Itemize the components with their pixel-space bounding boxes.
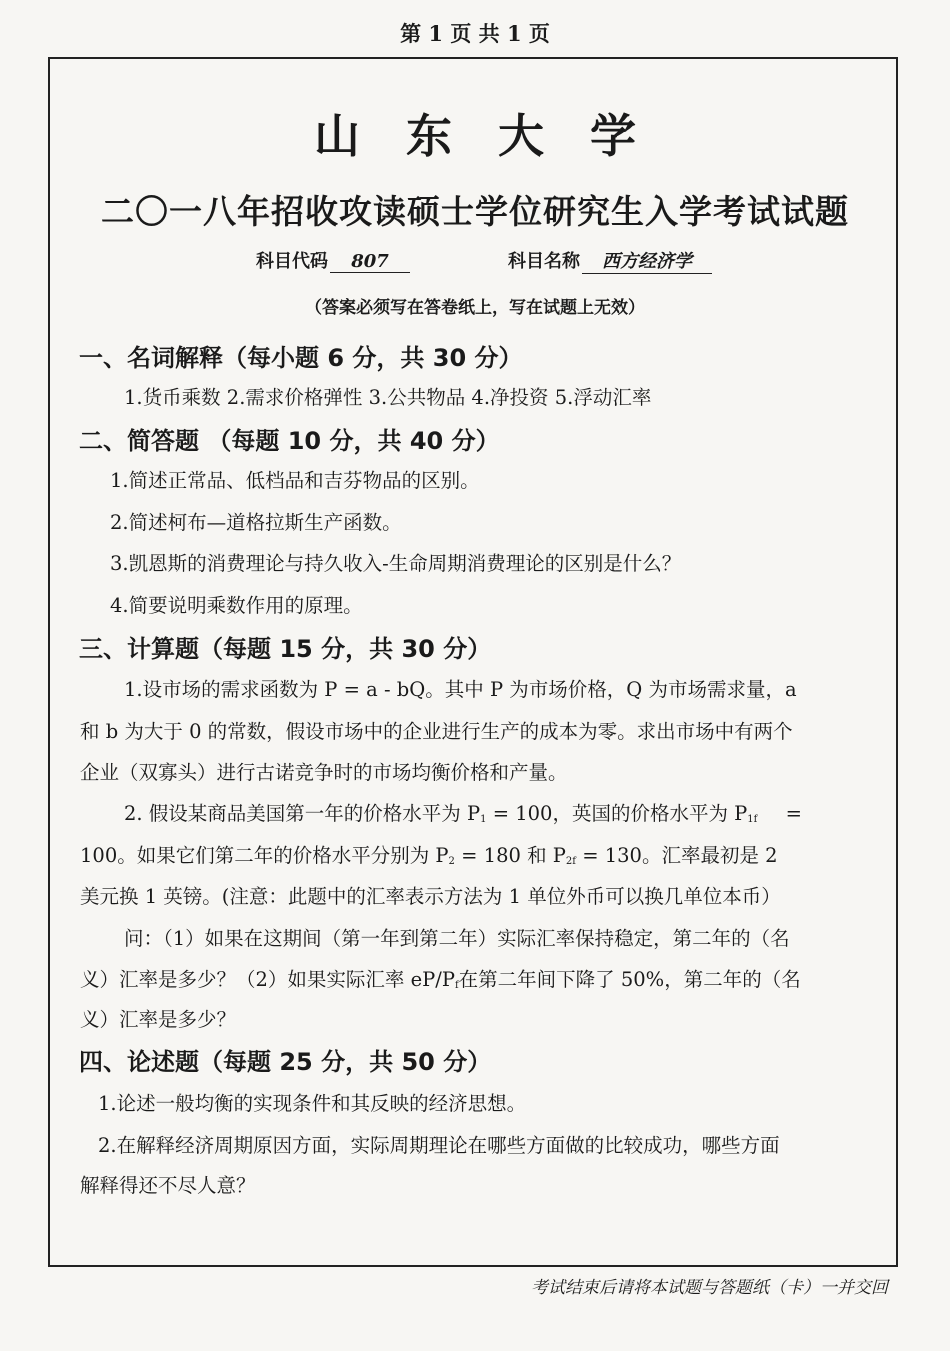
footer-note: 考试结束后请将本试题与答题纸（卡）一并交回 (531, 1278, 888, 1298)
question-line: 100。如果它们第二年的价格水平分别为 $P_2 = 180$ 和 $P_{2f} = 130$。汇率最初是 2 (80, 844, 778, 867)
section-heading: 四、论述题（每题 25 分，共 50 分） (79, 1048, 492, 1076)
subject-code-label: 科目代码 (256, 251, 328, 272)
subject-code-field (256, 247, 410, 273)
question-line: 2.简述柯布—道格拉斯生产函数。 (110, 511, 402, 534)
subscript: f (454, 980, 459, 991)
question-line: 解释得还不尽人意？ (80, 1174, 256, 1197)
question-line: 美元换 1 英镑。(注意：此题中的汇率表示方法为 1 单位外币可以换几单位本币） (80, 885, 781, 908)
section-heading: 一、名词解释（每小题 6 分，共 30 分） (79, 344, 523, 372)
answer-notice: （答案必须写在答卷纸上，写在试题上无效） (305, 298, 645, 318)
question-line: 义）汇率是多少？ (80, 1008, 237, 1031)
subscript: 1f (747, 814, 758, 825)
exam-title: 二〇一八年招收攻读硕士学位研究生入学考试试题 (101, 192, 849, 231)
subscript: 2 (448, 856, 455, 867)
subject-code-value: 807 (330, 251, 410, 273)
section-heading: 三、计算题（每题 15 分，共 30 分） (79, 635, 492, 663)
subject-name-value: 西方经济学 (582, 247, 712, 274)
question-line: 1.简述正常品、低档品和吉芬物品的区别。 (110, 469, 480, 492)
question-line: 4.简要说明乘数作用的原理。 (110, 594, 363, 617)
question-line: 1.货币乘数 2.需求价格弹性 3.公共物品 4.净投资 5.浮动汇率 (124, 386, 652, 409)
subject-name-field (508, 247, 712, 274)
question-line: 2.在解释经济周期原因方面，实际周期理论在哪些方面做的比较成功，哪些方面 (98, 1134, 780, 1157)
question-line: 2. 假设某商品美国第一年的价格水平为 $P_1 = 100$，英国的价格水平为 $P_{1f}$ = (124, 802, 802, 825)
question-line: 义）汇率是多少？（2）如果实际汇率 $eP/P_f$在第二年间下降了 50%，第二年的（名 (80, 968, 801, 991)
section-heading: 二、简答题 （每题 10 分，共 40 分） (79, 427, 500, 455)
subscript: 1 (480, 814, 487, 825)
university-title: 山东大学 (314, 109, 682, 163)
question-line: 1.设市场的需求函数为 P = a - bQ。其中 P 为市场价格，Q 为市场需求量，a (124, 678, 797, 701)
subject-name-label: 科目名称 (508, 251, 580, 272)
subscript: 2f (565, 856, 576, 867)
question-line: 问：（1）如果在这期间（第一年到第二年）实际汇率保持稳定，第二年的（名 (124, 927, 790, 950)
question-line: 和 b 为大于 0 的常数，假设市场中的企业进行生产的成本为零。求出市场中有两个 (80, 720, 793, 743)
page-indicator: 第 1 页 共 1 页 (400, 21, 550, 46)
question-line: 1.论述一般均衡的实现条件和其反映的经济思想。 (98, 1092, 527, 1115)
question-line: 企业（双寡头）进行古诺竞争时的市场均衡价格和产量。 (80, 761, 568, 784)
question-line: 3.凯恩斯的消费理论与持久收入-生命周期消费理论的区别是什么？ (110, 552, 682, 575)
